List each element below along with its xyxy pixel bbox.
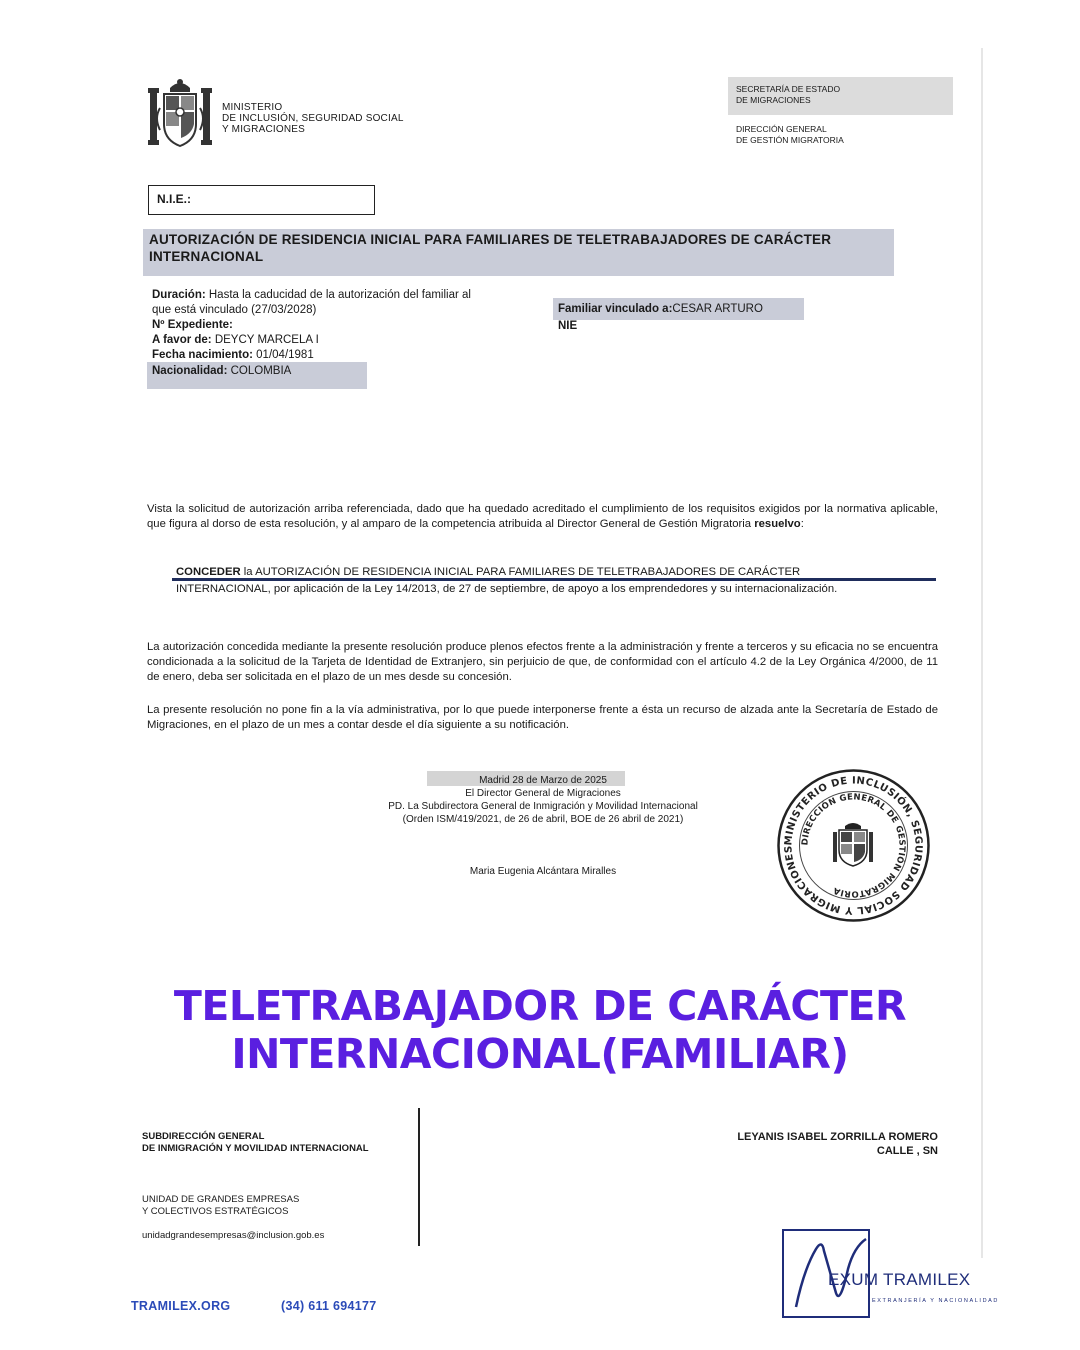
expediente-label: Nº Expediente: [152, 319, 233, 331]
stamp-inner-text: DIRECCIÓN GENERAL DE GESTIÓN MIGRATORIA [800, 792, 907, 899]
efectos-paragraph [147, 640, 938, 685]
duracion-value: Hasta la caducidad de la autorización del familiar al [205, 289, 471, 301]
secretaria-line: DE MIGRACIONES [736, 94, 811, 105]
applicant-info [152, 288, 532, 363]
promo-title [0, 982, 1080, 1078]
conceder-bold: CONCEDER [176, 566, 241, 578]
direccion-line: DIRECCIÓN GENERAL [736, 124, 827, 134]
ministry-line: DE INCLUSIÓN, SEGURIDAD SOCIAL [222, 113, 404, 124]
coat-of-arms-logo [146, 78, 214, 150]
nacimiento-value: 01/04/1981 [252, 349, 314, 361]
nacionalidad-row [152, 364, 291, 379]
familiar-label: Familiar vinculado a: [558, 303, 673, 315]
secretaria-line: SECRETARÍA DE ESTADO [736, 84, 841, 94]
resuelvo-text: resuelvo [754, 518, 801, 530]
familiar-row [558, 302, 763, 317]
recipient-name: LEYANIS ISABEL ZORRILLA ROMERO [737, 1131, 938, 1143]
duracion-label: Duración: [152, 289, 206, 301]
vista-paragraph [147, 502, 938, 532]
nie-box [148, 185, 375, 215]
section-divider [418, 1108, 420, 1246]
unidad-line: Y COLECTIVOS ESTRATÉGICOS [142, 1205, 289, 1217]
document-title [143, 229, 894, 276]
signer-name [343, 865, 743, 878]
signature-line: PD. La Subdirectora General de Inmigración y Movilidad Internacional [388, 801, 698, 812]
signature-line: (Orden ISM/419/2021, de 26 de abril, BOE de 26 abril de 2021) [402, 814, 684, 825]
direccion-label [736, 124, 844, 145]
ministry-line: MINISTERIO [222, 102, 283, 113]
website-link[interactable] [131, 1299, 230, 1313]
vista-end: : [800, 518, 804, 530]
signer-name-text: Maria Eugenia Alcántara Miralles [469, 866, 617, 877]
unidad-label [142, 1194, 299, 1217]
favor-label: A favor de: [152, 334, 212, 346]
direccion-line: DE GESTIÓN MIGRATORIA [736, 134, 844, 145]
subdireccion-label [142, 1131, 369, 1154]
nie2-row [558, 319, 577, 334]
email-text [142, 1230, 324, 1242]
conceder-text: la AUTORIZACIÓN DE RESIDENCIA INICIAL PARA FAMILIARES DE TELETRABAJADORES DE CARÁCTER [240, 566, 801, 578]
familiar-value: CESAR ARTURO [672, 303, 763, 315]
conceder-line-2 [176, 582, 918, 597]
brand-logo [782, 1229, 999, 1319]
title-line: INTERNACIONAL [149, 249, 264, 264]
conceder-underline [172, 578, 936, 581]
promo-title-line: INTERNACIONAL(FAMILIAR) [231, 1030, 849, 1078]
recurso-text: La presente resolución no pone fin a la vía administrativa, por lo que puede interponerse frente a ésta un recurso de alzada ante la Secretaría de Estado de Migraciones, en el plazo de un mes a contar desde el día siguiente a su notificación. [147, 704, 938, 731]
subdir-line: SUBDIRECCIÓN GENERAL [142, 1131, 265, 1142]
promo-title-line: TELETRABAJADOR DE CARÁCTER [173, 982, 907, 1030]
signature-line: El Director General de Migraciones [465, 788, 621, 799]
recipient-address: CALLE , SN [876, 1145, 938, 1157]
vista-text: Vista la solicitud de autorización arriba referenciada, dado que ha quedado acreditado el cumplimiento de los requisitos exigidos por la normativa aplicable, que figura al dorso de esta resolución, y al amparo de la competencia atribuida al Director General de Gestión Migratoria [147, 503, 938, 530]
stamp-outer-text: MINISTERIO DE INCLUSIÓN, SEGURIDAD SOCIAL Y MIGRACIONES [783, 775, 924, 916]
nacimiento-label: Fecha nacimiento: [152, 349, 253, 361]
signature-block [343, 774, 743, 826]
signature-date: Madrid 28 de Marzo de 2025 [479, 775, 607, 786]
recipient-block [640, 1130, 938, 1158]
brand-tagline: EXTRANJERÍA Y NACIONALIDAD [872, 1298, 999, 1304]
phone-link[interactable] [281, 1299, 377, 1313]
phone-text: (34) 611 694177 [281, 1299, 377, 1313]
ministry-line: Y MIGRACIONES [222, 124, 305, 135]
nie2-label: NIE [558, 320, 578, 332]
brand-name: EXUM TRAMILEX [828, 1270, 971, 1289]
email-value: unidadgrandesempresas@inclusion.gob.es [142, 1230, 325, 1241]
website-text: TRAMILEX.ORG [131, 1299, 231, 1313]
official-stamp [776, 768, 931, 923]
duracion-value-cont: que está vinculado (27/03/2028) [152, 304, 317, 316]
favor-value: DEYCY MARCELA I [211, 334, 319, 346]
nacionalidad-label: Nacionalidad: [152, 365, 228, 377]
efectos-text: La autorización concedida mediante la presente resolución produce plenos efectos frente a la administración y frente a terceros y su eficacia no se encuentra condicionada a la solicitud de la Tarjeta de Identidad de Extranjero, sin perjuicio de que, de conformidad con el artículo 4.2 de la Ley Orgánica 4/2000, de 11 de enero, deba ser solicitada en el plazo de un mes desde su concesión. [147, 641, 938, 683]
unidad-line: UNIDAD DE GRANDES EMPRESAS [142, 1194, 300, 1205]
ministry-name [222, 102, 404, 135]
nacionalidad-value: COLOMBIA [227, 365, 292, 377]
nie-label: N.I.E.: [157, 192, 192, 206]
conceder-text-2: INTERNACIONAL, por aplicación de la Ley 14/2013, de 27 de septiembre, de apoyo a los emprendedores y su internacionalización. [176, 583, 838, 595]
secretaria-label [736, 84, 840, 105]
recurso-paragraph [147, 703, 938, 733]
subdir-line: DE INMIGRACIÓN Y MOVILIDAD INTERNACIONAL [142, 1142, 369, 1154]
title-line: AUTORIZACIÓN DE RESIDENCIA INICIAL PARA FAMILIARES DE TELETRABAJADORES DE CARÁCTER [149, 232, 832, 247]
